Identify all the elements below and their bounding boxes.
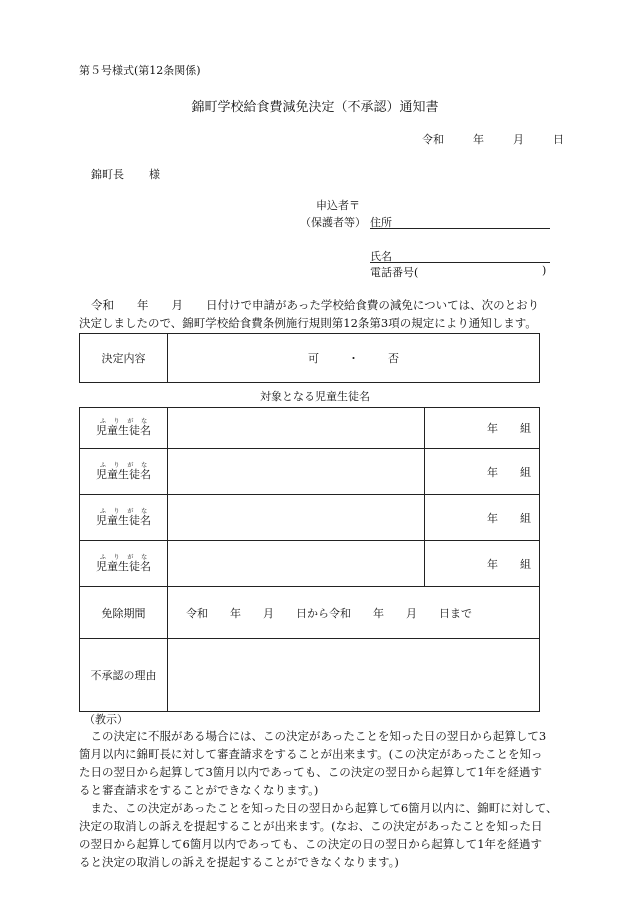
issue-date	[422, 131, 564, 147]
phone-label: 電話番号(	[370, 266, 419, 279]
students-heading: 対象となる児童生徒名	[260, 390, 370, 403]
address-field	[370, 214, 550, 229]
grade-year: 年	[487, 422, 498, 435]
student-name-label: 児童生徒名ふりがな	[80, 541, 168, 587]
postal-mark: 〒	[349, 199, 360, 212]
student-row	[80, 408, 540, 449]
decision-yes: 可	[308, 352, 319, 365]
student-grade-cell	[425, 449, 540, 495]
applicant-label: 申込者	[316, 199, 349, 212]
date-day: 日	[553, 133, 564, 146]
document-title: 錦町学校給食費減免決定（不承認）通知書	[191, 100, 439, 115]
reason-label: 不承認の理由	[80, 639, 168, 712]
notice-line: ると審査請求をすることができなくなります。)	[79, 783, 319, 797]
student-grade-cell	[425, 495, 540, 541]
student-name-cell	[168, 495, 425, 541]
period-row	[80, 587, 540, 639]
addressee-name: 錦町長	[91, 168, 124, 181]
notice-line: た日の翌日から起算して3箇月以内であっても、この決定の翌日から起算して1年を経過す	[79, 765, 543, 779]
student-name-label: 児童生徒名ふりがな	[80, 495, 168, 541]
student-name-cell	[168, 408, 425, 449]
notice-line: 箇月以内に錦町長に対して審査請求をすることが出来ます。(この決定があったことを知っ	[79, 747, 543, 761]
notice-line: 決定の取消しの訴えを提起することが出来ます。(なお、この決定があったことを知った日	[79, 819, 543, 833]
reason-cell	[168, 639, 540, 712]
notice-line: ると決定の取消しの訴えを提起することができなくなります。)	[79, 855, 399, 869]
period-label: 免除期間	[80, 587, 168, 639]
addressee	[91, 166, 160, 182]
period-text: 令和 年 月 日から令和 年 月 日まで	[168, 587, 540, 639]
grade-year: 年	[487, 511, 498, 525]
student-row	[80, 449, 540, 495]
date-era: 令和	[422, 133, 444, 146]
notice-body	[79, 727, 557, 871]
grade-year: 年	[487, 465, 498, 479]
student-row	[80, 541, 540, 587]
notice-heading: （教示）	[84, 713, 128, 726]
student-name-cell	[168, 541, 425, 587]
decision-table	[79, 333, 540, 383]
student-grade-cell	[425, 541, 540, 587]
grade-class: 組	[520, 422, 531, 435]
grade-class: 組	[520, 511, 531, 525]
guardian-label: （保護者等）	[300, 216, 366, 229]
student-name-label: 児童生徒名ふりがな	[80, 408, 168, 449]
grade-class: 組	[520, 557, 531, 571]
intro-line-1: 令和 年 月 日付けで申請があった学校給食費の減免については、次のとおり	[91, 298, 540, 312]
student-name-cell	[168, 449, 425, 495]
phone-close: )	[542, 264, 547, 277]
decision-dot: ・	[348, 352, 359, 365]
students-table	[79, 407, 540, 712]
notice-line: の翌日から起算して6箇月以内であっても、この決定の日の翌日から起算して1年を経過す	[79, 837, 543, 851]
grade-year: 年	[487, 557, 498, 571]
name-label: 氏名	[370, 250, 392, 263]
student-grade-cell	[425, 408, 540, 449]
notice-line: この決定に不服がある場合には、この決定があったことを知った日の翌日から起算して3	[79, 729, 547, 743]
decision-choice	[168, 334, 540, 383]
student-name-label: 児童生徒名ふりがな	[80, 449, 168, 495]
notice-line: また、この決定があったことを知った日の翌日から起算して6箇月以内に、錦町に対して、	[79, 801, 558, 815]
grade-class: 組	[520, 465, 531, 479]
date-month: 月	[513, 133, 524, 146]
date-year: 年	[473, 133, 484, 146]
addressee-honorific: 様	[149, 168, 160, 181]
decision-label: 決定内容	[80, 334, 168, 383]
name-field	[370, 248, 550, 263]
form-number: 第５号様式(第12条関係)	[79, 64, 201, 77]
reason-row	[80, 639, 540, 712]
student-row	[80, 495, 540, 541]
address-label: 住所	[370, 216, 392, 229]
intro-line-2: 決定しましたので、錦町学校給食費条例施行規則第12条第3項の規定により通知します。	[79, 316, 537, 330]
decision-no: 否	[388, 352, 399, 365]
